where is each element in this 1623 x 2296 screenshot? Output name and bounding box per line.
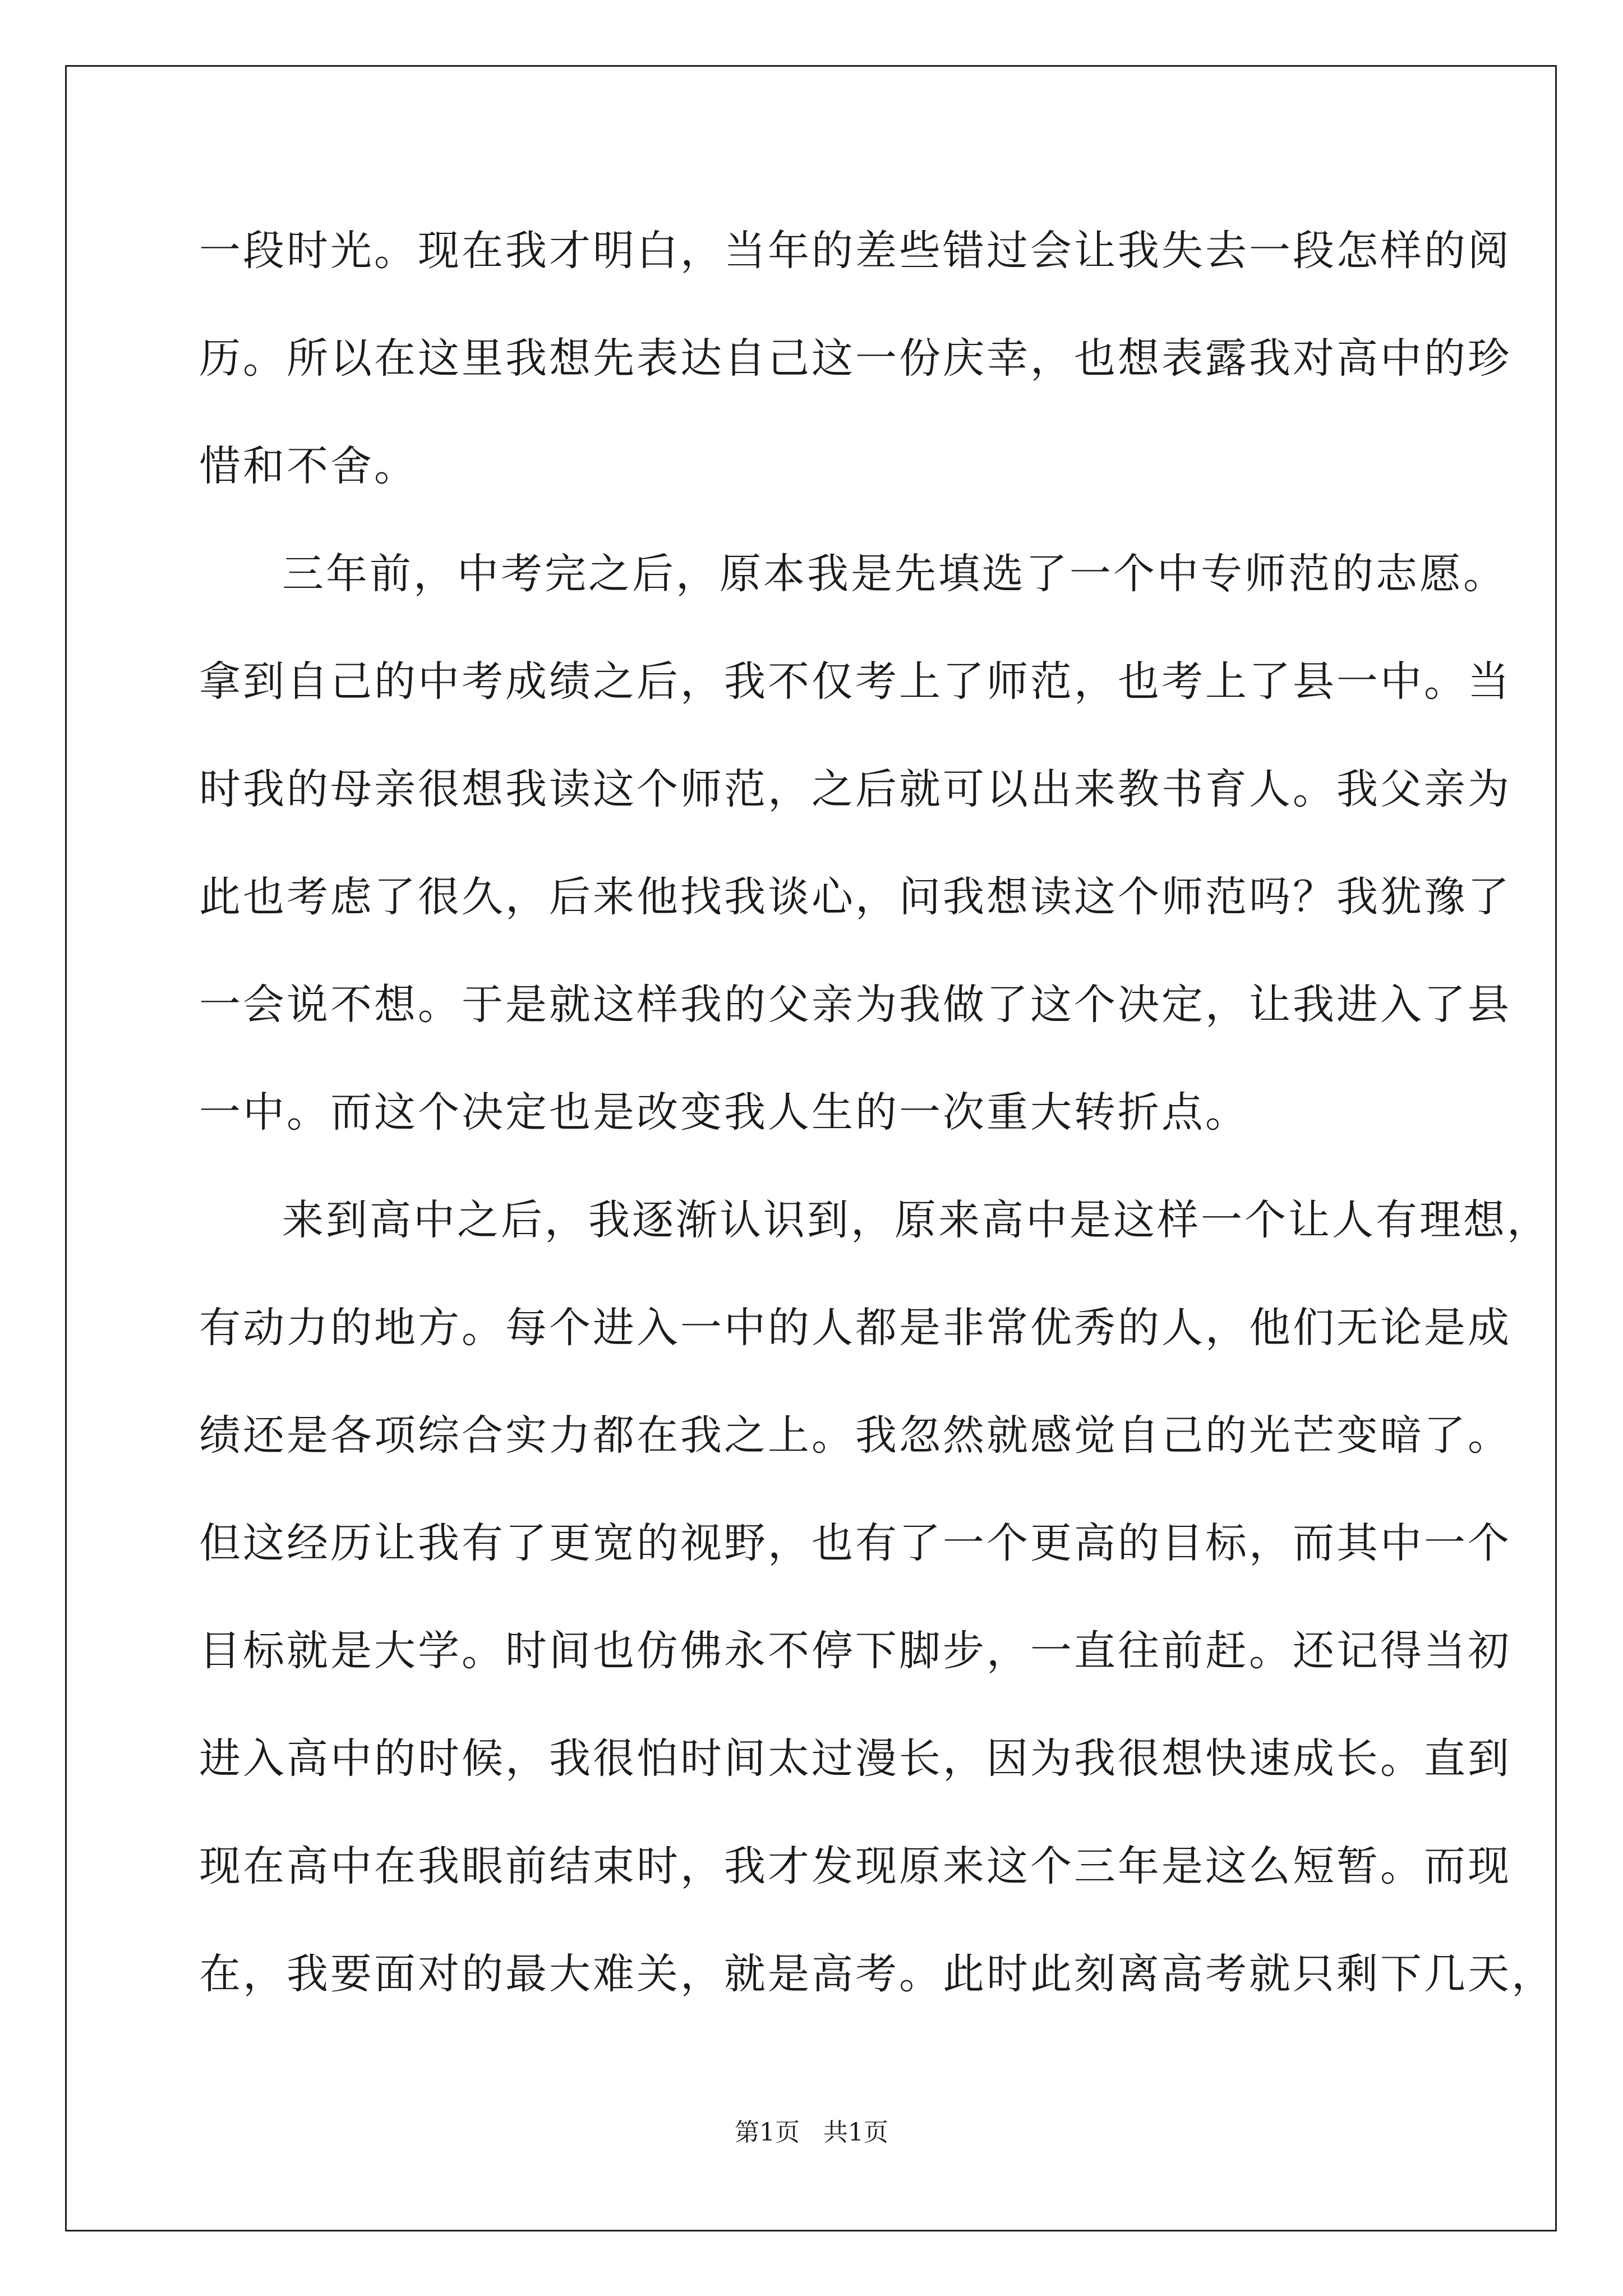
text-line: 但这经历让我有了更宽的视野，也有了一个更高的目标，而其中一个 [199,1519,1511,1567]
text-line: 目标就是大学。时间也仿佛永不停下脚步，一直往前赶。还记得当初 [199,1627,1511,1675]
document-body [199,220,1555,2051]
page-footer: 第1页 共1页 [735,2118,888,2147]
text-line: 现在高中在我眼前结束时，我才发现原来这个三年是这么短暂。而现 [199,1842,1511,1890]
text-line: 进入高中的时候，我很怕时间太过漫长，因为我很想快速成长。直到 [199,1734,1511,1783]
paragraph-start-line: 三年前，中考完之后，原本我是先填选了一个中专师范的志愿。 [282,550,1507,598]
text-line: 历。所以在这里我想先表达自己这一份庆幸，也想表露我对高中的珍 [199,334,1511,383]
text-line: 惜和不舍。 [199,442,418,490]
text-line: 在，我要面对的最大难关，就是高考。此时此刻离高考就只剩下几天， [199,1950,1555,1998]
text-line: 一段时光。现在我才明白，当年的差些错过会让我失去一段怎样的阅 [199,227,1511,275]
text-line: 此也考虑了很久，后来他找我谈心，问我想读这个师范吗？我犹豫了 [199,873,1511,921]
text-line: 时我的母亲很想我读这个师范，之后就可以出来教书育人。我父亲为 [199,765,1511,813]
text-line: 一中。而这个决定也是改变我人生的一次重大转折点。 [199,1088,1249,1137]
text-line: 绩还是各项综合实力都在我之上。我忽然就感觉自己的光芒变暗了。 [199,1411,1511,1460]
text-line: 有动力的地方。每个进入一中的人都是非常优秀的人，他们无论是成 [199,1304,1511,1352]
text-line: 拿到自己的中考成绩之后，我不仅考上了师范，也考上了县一中。当 [199,657,1511,706]
paragraph-start-line: 来到高中之后，我逐渐认识到，原来高中是这样一个让人有理想， [282,1196,1551,1244]
text-line: 一会说不想。于是就这样我的父亲为我做了这个决定，让我进入了县 [199,981,1511,1029]
